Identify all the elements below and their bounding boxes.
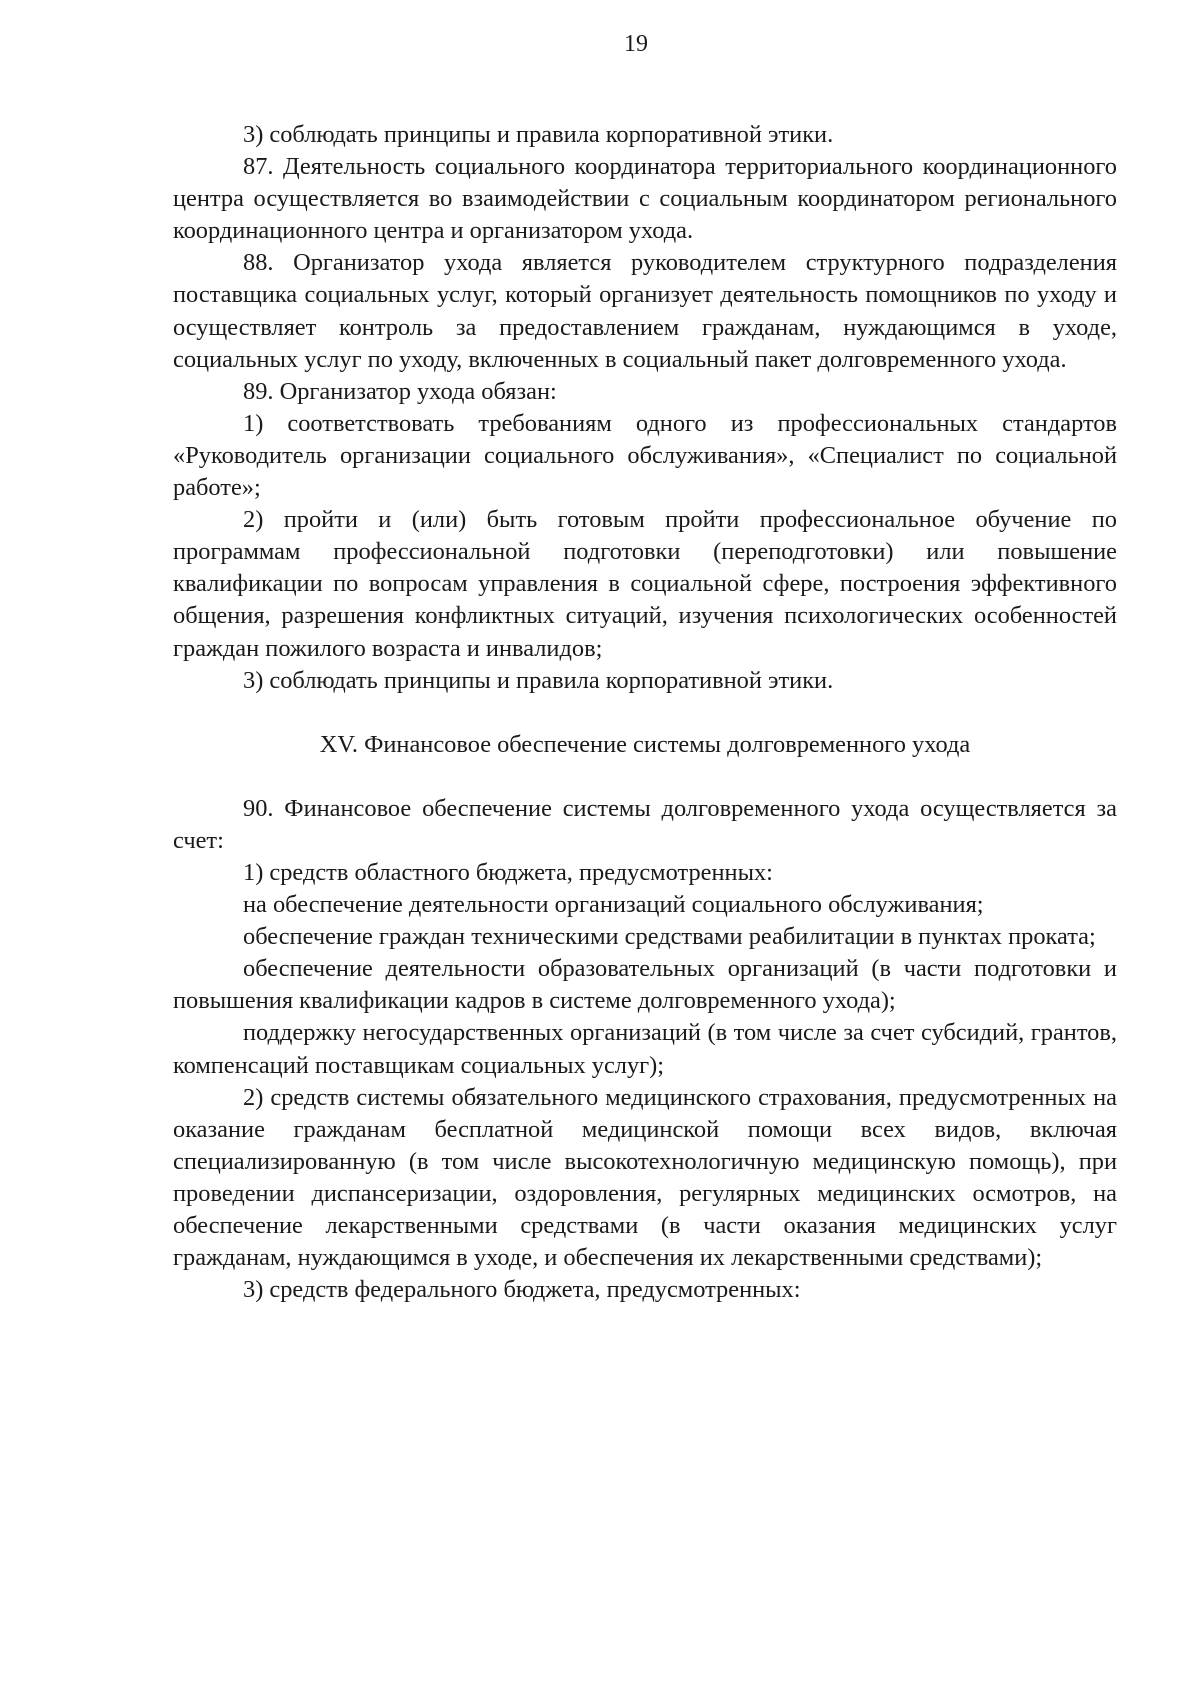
- paragraph-90-item-1: 1) средств областного бюджета, предусмотренных:: [243, 858, 773, 886]
- paragraph-90: 90. Финансовое обеспечение системы долговременного ухода осуществляется за счет:: [173, 794, 1117, 854]
- page-number: 19: [624, 31, 648, 57]
- section-heading: XV. Финансовое обеспечение системы долговременного ухода: [319, 730, 971, 758]
- paragraph-89-item-3: 3) соблюдать принципы и правила корпоративной этики.: [243, 666, 834, 694]
- paragraph-89: 89. Организатор ухода обязан:: [243, 377, 557, 405]
- paragraph-89-item-1: 1) соответствовать требованиям одного из профессиональных стандартов «Руководитель организации социального обслуживания», «Специалист по социальной работе»;: [173, 409, 1117, 502]
- paragraph-90-item-1-sub-3: обеспечение деятельности образовательных организаций (в части подготовки и повышения квалификации кадров в системе долговременного ухода);: [173, 955, 1117, 1015]
- paragraph-90-item-3: 3) средств федерального бюджета, предусмотренных:: [243, 1276, 801, 1304]
- paragraph-90-item-2: 2) средств системы обязательного медицинского страхования, предусмотренных на оказание гражданам бесплатной медицинской помощи всех видов, включая специализированную (в том числе высокотехнологичную медицинскую помощь), при проведении диспансеризации, оздоровления, регулярных медицинских осмотров, на обеспечение лекарственными средствами (в части оказания медицинских услуг гражданам, нуждающимся в уходе, и обеспечения их лекарственными средствами);: [173, 1083, 1117, 1272]
- paragraph-90-item-1-sub-1: на обеспечение деятельности организаций социального обслуживания;: [243, 891, 984, 919]
- paragraph-87: 87. Деятельность социального координатора территориального координационного центра осуществляется во взаимодействии с социальным координатором регионального координационного центра и организатором ухода.: [173, 153, 1117, 245]
- paragraph-90-item-1-sub-2: обеспечение граждан техническими средствами реабилитации в пунктах проката;: [243, 923, 1096, 951]
- paragraph-90-item-1-sub-4: поддержку негосударственных организаций (в том числе за счет субсидий, грантов, компенсаций поставщикам социальных услуг);: [173, 1019, 1117, 1079]
- paragraph-88: 88. Организатор ухода является руководителем структурного подразделения поставщика социальных услуг, который организует деятельность помощников по уходу и осуществляет контроль за предоставлением гражданам, нуждающимся в уходе, социальных услуг по уходу, включенных в социальный пакет долговременного ухода.: [173, 249, 1117, 373]
- document-body: [173, 119, 1117, 1306]
- paragraph-item-3-ethics: 3) соблюдать принципы и правила корпоративной этики.: [243, 121, 834, 148]
- paragraph-89-item-2: 2) пройти и (или) быть готовым пройти профессиональное обучение по программам профессиональной подготовки (переподготовки) или повышение квалификации по вопросам управления в социальной сфере, построения эффективного общения, разрешения конфликтных ситуаций, изучения психологических особенностей граждан пожилого возраста и инвалидов;: [173, 506, 1117, 662]
